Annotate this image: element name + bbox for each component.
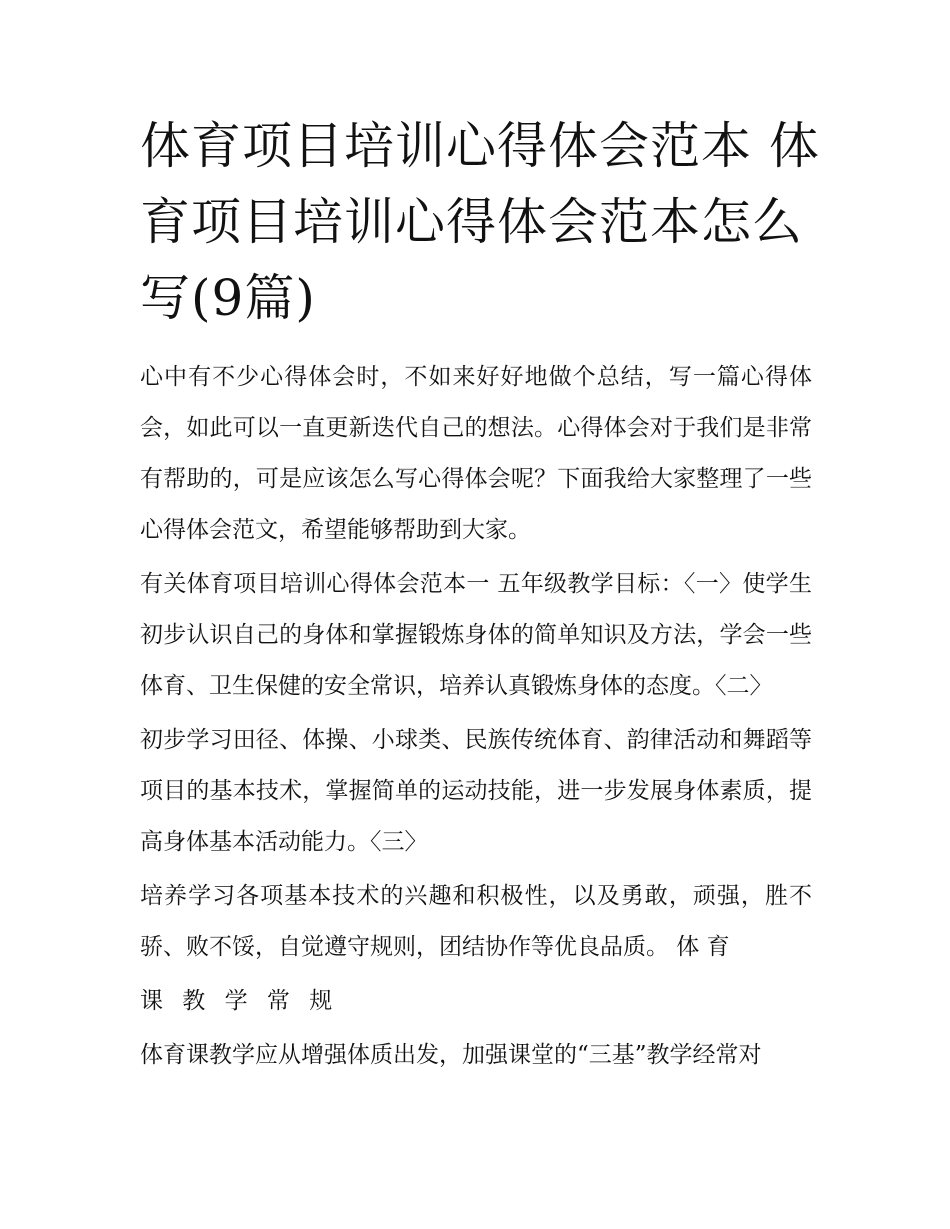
document-title: 体育项目培训心得体会范本 体育项目培训心得体会范本怎么写(9篇) <box>140 117 820 327</box>
routine-heading: 课 教 学 常 规 <box>140 988 339 1014</box>
section-one-paragraph: 有关体育项目培训心得体会范本一 五年级教学目标：〈一〉使学生初步认识自己的身体和掌握锻炼身体的简单知识及方法，学会一些体育、卫生保健的安全常识，培养认真锻炼身体的态度。〈二〉 <box>140 571 812 699</box>
teaching-paragraph: 体育课教学应从增强体质出发，加强课堂的“三基”教学经常对 <box>140 1042 762 1068</box>
intro-paragraph: 心中有不少心得体会时，不如来好好地做个总结，写一篇心得体会，如此可以一直更新迭代自己的想法。心得体会对于我们是非常有帮助的，可是应该怎么写心得体会呢？下面我给大家整理了一些心得体会范文，希望能够帮助到大家。 <box>140 364 812 543</box>
document-body <box>140 352 812 1084</box>
skills-paragraph: 初步学习田径、体操、小球类、民族传统体育、韵律活动和舞蹈等项目的基本技术，掌握简单的运动技能，进一步发展身体素质，提高身体基本活动能力。〈三〉 <box>140 727 812 855</box>
qualities-paragraph: 培养学习各项基本技术的兴趣和积极性，以及勇敢，顽强，胜不骄、败不馁，自觉遵守规则，团结协作等优良品质。 体 育 <box>140 883 812 960</box>
